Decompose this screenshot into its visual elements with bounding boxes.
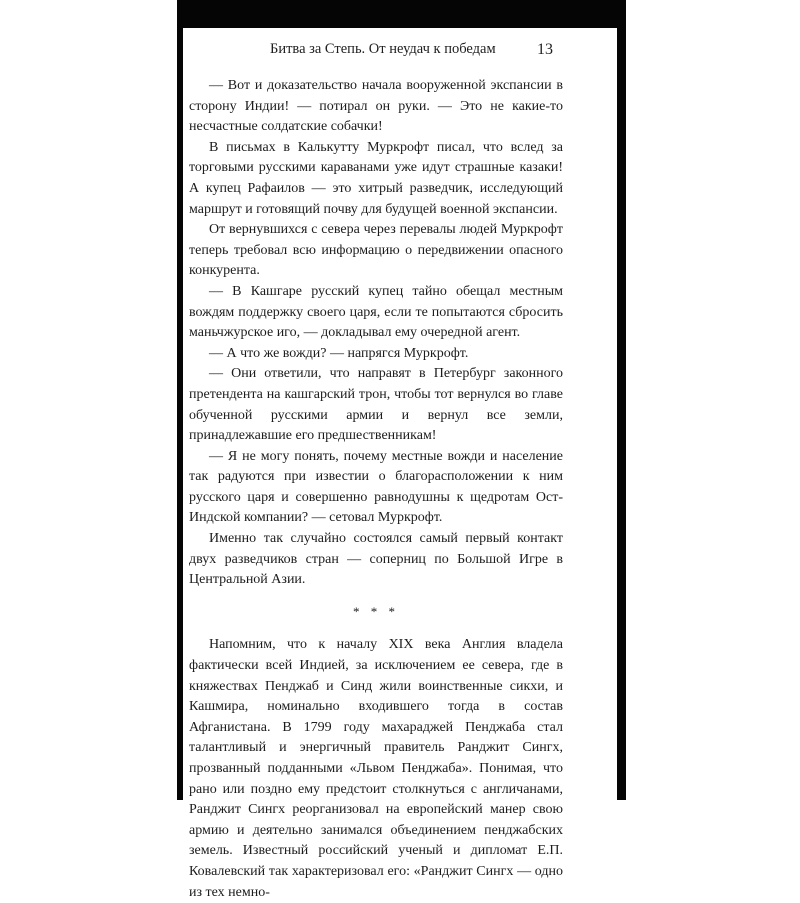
paragraph: — Я не могу понять, почему местные вожди и население так радуются при известии о благорасположении к ним русского царя и совершенно равнодушны к щедротам Ост-Индской компании? — сетовал Муркрофт.: [189, 448, 563, 526]
paragraph: — Они ответили, что направят в Петербург законного претендента на кашгарский трон, чтобы тот вернулся во главе обученной русскими армии и вернул все земли, принадлежавшие его предшественникам!: [189, 366, 563, 444]
paragraph: Именно так случайно состоялся самый первый контакт двух разведчиков стран — соперниц по Большой Игре в Центральной Азии.: [189, 531, 563, 588]
paragraph: От вернувшихся с севера через перевалы людей Муркрофт теперь требовал всю информацию о передвижении опасного конкурента.: [189, 222, 563, 279]
running-title: Битва за Степь. От неудач к победам: [270, 41, 496, 57]
page-number: 13: [537, 41, 553, 58]
book-page: [183, 28, 617, 900]
paragraph: Напомним, что к началу XIX века Англия владела фактически всей Индией, за исключением ее севера, где в княжествах Пенджаб и Синд жили воинственные сикхи, и Кашмира, номинально входившего тогда в состав Афганистана. В 1799 году махараджей Пенджаба стал талантливый и энергичный правитель Ранджит Сингх, прозванный подданными «Львом Пенджаба». Понимая, что рано или поздно ему предстоит столкнуться с англичанами, Ранджит Сингх реорганизовал на европейский манер свою армию и деятельно занимался объединением пенджабских земель. Известный российский ученый и дипломат Е.П. Ковалевский так характеризовал его: «Ранджит Сингх — одно из тех немно-: [189, 637, 563, 900]
paragraph: В письмах в Калькутту Муркрофт писал, что вслед за торговыми русскими караванами уже идут страшные казаки! А купец Рафаилов — это хитрый разведчик, исследующий маршрут и готовящий почву для будущей военной экспансии.: [189, 139, 563, 217]
paragraph: — А что же вожди? — напрягся Муркрофт.: [209, 345, 469, 361]
page-body: [189, 76, 563, 903]
section-separator: * * *: [353, 603, 399, 619]
paragraph: — В Кашгаре русский купец тайно обещал местным вождям поддержку своего царя, если те попытаются сбросить маньчжурское иго, — докладывал ему очередной агент.: [189, 283, 563, 341]
paragraph: — Вот и доказательство начала вооруженной экспансии в сторону Индии! — потирал он руки. — Это не какие-то несчастные солдатские собачки!: [189, 78, 563, 135]
